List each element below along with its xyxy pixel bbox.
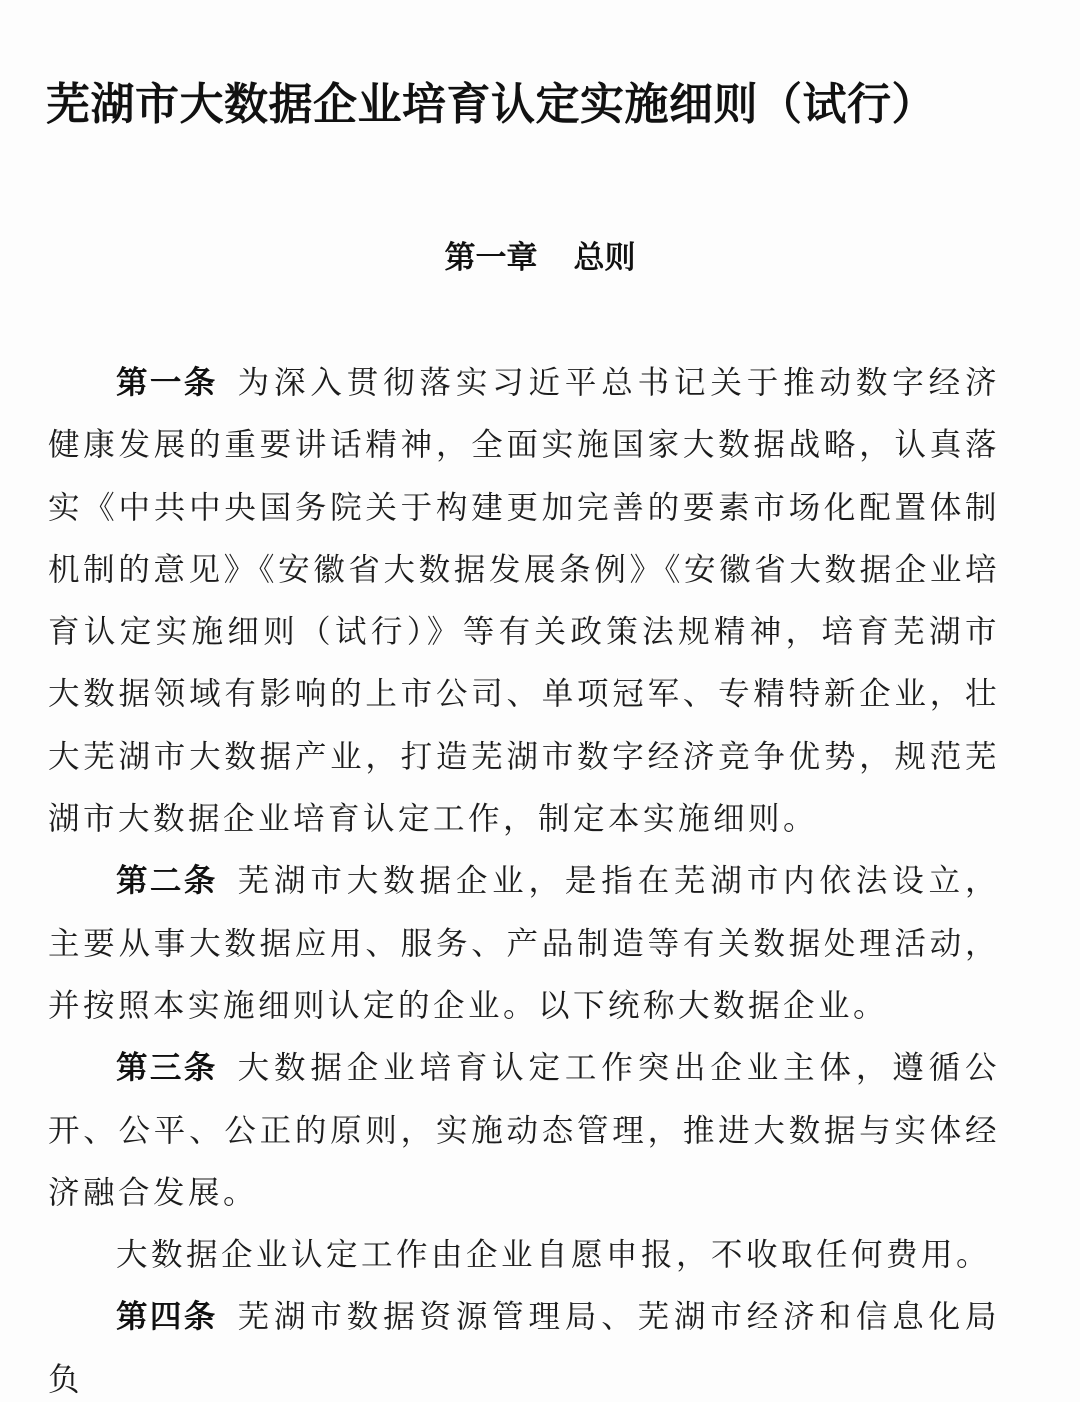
article-3-paragraph (48, 1037, 1000, 1224)
article-2-paragraph (48, 850, 1000, 1037)
article-1-paragraph (48, 352, 1000, 850)
article-text: 芜湖市数据资源管理局、芜湖市经济和信息化局负 (48, 1299, 1000, 1398)
document-title: 芜湖市大数据企业培育认定实施细则（试行） (46, 79, 936, 130)
article-text: 芜湖市大数据企业，是指在芜湖市内依法设立，主要从事大数据应用、服务、产品制造等有关数据处理活动，并按照本实施细则认定的企业。以下统称大数据企业。 (48, 863, 1000, 1024)
article-label: 第四条 (116, 1299, 218, 1336)
chapter-heading (0, 230, 1080, 286)
article-4-paragraph (48, 1286, 1000, 1411)
article-3-continuation-paragraph (48, 1224, 1000, 1286)
chapter-number: 第一章 (444, 240, 538, 276)
article-label: 第一条 (116, 365, 218, 401)
chapter-name: 总则 (573, 240, 636, 276)
article-text: 大数据企业培育认定工作突出企业主体，遵循公开、公平、公正的原则，实施动态管理，推进大数据与实体经济融合发展。 (48, 1050, 1000, 1211)
article-text: 为深入贯彻落实习近平总书记关于推动数字经济健康发展的重要讲话精神，全面实施国家大数据战略，认真落实《中共中央国务院关于构建更加完善的要素市场化配置体制机制的意见》《安徽省大数据发展条例》《安徽省大数据企业培育认定实施细则（试行）》等有关政策法规精神，培育芜湖市大数据领域有影响的上市公司、单项冠军、专精特新企业，壮大芜湖市大数据产业，打造芜湖市数字经济竞争优势，规范芜湖市大数据企业培育认定工作，制定本实施细则。 (48, 365, 1000, 838)
article-label: 第三条 (116, 1050, 218, 1087)
article-label: 第二条 (116, 863, 218, 900)
article-text: 大数据企业认定工作由企业自愿申报，不收取任何费用。 (116, 1237, 992, 1274)
document-body (48, 352, 1000, 1411)
